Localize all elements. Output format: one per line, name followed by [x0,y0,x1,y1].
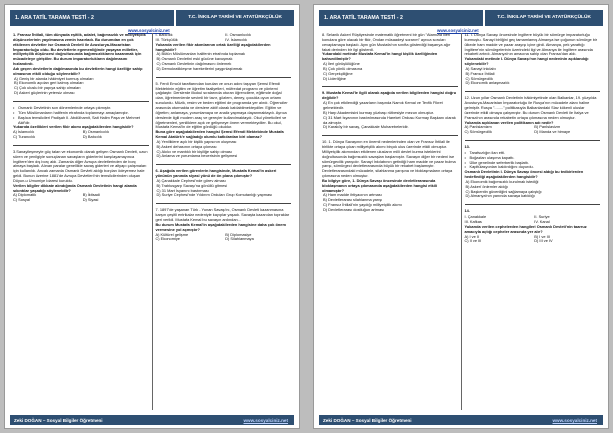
option-d: D) Silahlanmaya [225,236,254,242]
option-a: A) İleri görüşlülüğüne [323,61,360,67]
option-c: C) Ekonomiye [155,236,180,242]
question-stem: 8. Selanik Askeri Rüştiyesinde matematik öğretmeni bir gün "Atamızla illeri konulara göre olacak bir fikir, Ondan müsaadeyi sorarım" ayrıca soruları cevaplamaya başladı. Aynı gün Mustafa'nın sınıfta gösterdiği başarıya ağır fakat derinden bir ilgi gösterdi. [322,33,451,52]
option-c: C) Çok uluslu bir yapıya sahip olmaları [14,85,81,91]
option-b: B) Trablusgarp Savaşı'na gönüllü gitmesi [156,182,228,188]
question-14: 14. I. Çanakkale II. Suriye III. Kafkas IV. Kanal Yukarıda verilen cephelerden hangileri Osmanlı Devleti'nin taarruz amacıyla açtığı cepheler arasında yer alır? A) I ve II B) I ve III C) II ve III D) III ve IV [465,209,601,244]
option-b: B) Askeri dehasının ortaya çıkması [156,143,217,149]
option-b: B) Çok yönlü olmasına [323,65,363,71]
list-item: III. Kafkas [464,219,482,224]
divider [156,164,292,165]
question-prompt: Yukarıdaki metinde I. Dünya Savaşı'nın hangi nedeninin açıklandığı söylenebilir? [464,56,589,67]
question-prompt: Bu bilgiye göre, 1. Dünya Savaşı öncesinde devletlerarasında bloklaşmanın ortaya çıkmasında aşağıdakilerden hangisi etkili olmamıştır? [322,177,438,193]
column-left [319,33,461,410]
bullet-item: • Osmanlı Devletinin son dönemlerinde ortaya çıkmıştır. [13,106,149,111]
question-13: 13. • Tarafsızlığın ilan etti. • Boğazları ulaşıma kapattı. • Ülke genelinde seferberlik başlattı. • Kapitülasyonları kaldırdığını duyurdu. Osmanlı Devletinin I. Dünya Savaşı öncesi aldığı bu tedbirlerden hedeflediği aşağıdakilerden hangisidir? A) Ekonomik bağımsızlık kurulmak istediği B) Askerî önlemler aldığı C) Başkentin güvenliğini sağlamaya çalıştığı D) Almanya'nın yanında savaşa katıldığı [465,145,601,199]
divider [13,101,149,102]
list-item: IV. Kanal [534,219,550,224]
question-stem: 10. 1. Dünya Savaşının en önemli nedenlerinden olan ve Fransız İhtilali ile birlikte ortaya çıkan milliyetçilik akımı birçok ulus üzerinde etkili olmuştur. Milliyetçilik akımından etkilenen ulusların milli devlet kurma isteklerini doğrultusunda bağımsızlık savaşları başlamıştır. Savaşın diğer bir nedeni ise sömürgecilik yarışıdır. Sanayi İnkılabının getirdiği ham madde ve pazar bulma yarışı, sömürgeci devletlerarasında büyük bir rekabet başlamıştır. Devletlerarasındaki mücadele, silahlanma yarışına ve bloklaşmaların ortaya çıkmasına neden olmuştur. [322,139,456,179]
option-c: C) Gerçekçiliğine [323,70,353,76]
divider [322,135,458,136]
question-stem: 11. I. Dünya Savaşı öncesinde İngiltere büyük bir sömürge imparatorluğu kurmuştu. Sanayi birliğini geç tamamlamış Almanya ise çoğunun sömürge bir ülkede ham madde ve pazar arayışı içine girdi. Almanya, pek yarattığı İngiltere'nin sömürgelerinin üzerindeki ilgi ve Almanya ile İngiltere arasında rekabeti artırdı. Almanya'nın amacına sahip olan Fransa'dan aldı. [464,33,598,57]
divider [465,140,601,141]
question-prompt: Verilen bilgiler dikkate alındığında Osmanlı Devletinin hangi alanda sıkıntılar yaşadığı söylenebilir? [13,182,137,193]
option-c: C) 31 Mart İsyanını bastırması [156,187,209,193]
option-a: A) İslamcılık [13,129,35,135]
option-c: C) Başkentin güvenliğini sağlamaya çalıştığı [465,188,542,194]
question-prompt: Yukarıda özellikleri verilen fikir akımı aşağıdakilerden hangisidir? [13,124,134,130]
page-header [10,10,294,26]
author-credit: Zeki DOĞAN – Sosyal Bilgiler Öğretmeni [323,417,412,423]
option-d: D) Devletlerarası dostluğun artması [323,207,385,212]
option-d: D) Liderliğine [323,75,346,81]
option-d: D) Siyasi [82,197,99,203]
option-d: D) Suriye Cephesi'nde Yıldırım Orduları Grup Komutanlığı yapması [156,192,273,198]
option-a: A) Panİslamizm [464,124,492,130]
site-link[interactable]: www.sosyalciniz.net [437,27,479,33]
option-b: B) Askerî önlemler aldığı [465,183,508,189]
question-3 [13,150,149,203]
bullet-item: • Tüm Müslümanların halifenin etrafında toplanmayı amaçlamıştır. [13,111,149,116]
question-stem: 12. Uzun yıllar Osmanlı Devletinin hâkimiyetinde olan Balkanlar, 19. yüzyılda Avusturya-Macaristan İmparatorluğu ile Rusya'nın mücadele alanı haline gelmiştir. Rusya "........" politikasıyla Balkanlardaki Slav kökenli uluslar üzerinde etkili olmaya çalışmıştır. Bu durum Osmanlı Devleti ile İtalya ve Fransa'nın arasında rekabetin ortaya çıkmasına neden olmuştur. [464,95,597,120]
footer-link[interactable]: www.sosyalciniz.net [552,417,597,423]
list-item: I. Batıcılık [155,33,173,37]
option-c: C) Sömürgecilik [464,129,492,135]
option-d: D) Ekonomik anlaşmazlık [465,80,510,86]
option-b: B) İktisadi [82,192,100,198]
question-2 [13,106,149,140]
option-d: D) Anlama ve yorumlama becerisinin gelişmesi [156,153,238,159]
option-d: D) III ve IV [534,238,553,244]
list-item: II. Suriye [534,214,550,220]
worksheet-page-right [313,4,609,429]
option-b: B) Osmanlıcılık [82,129,110,135]
page-footer [319,415,603,425]
option-d: D) Demokratikleşme hareketlerini yaygınlaştırmak [156,65,243,71]
question-9 [322,91,458,130]
option-a: A) En çok etkilendiği yazarların başında Namık Kemal ve Tevfik Fikret gelmektedir. [323,100,443,110]
author-credit: Zeki DOĞAN – Sosyal Bilgiler Öğretmeni [14,417,103,423]
option-b: B) I ve III [534,233,550,239]
option-b: B) Panİslavizm [534,124,561,130]
question-5 [156,82,292,160]
option-c: C) II ve III [464,238,482,244]
divider [156,77,292,78]
option-b: B) Fransız İhtilali [465,70,495,76]
list-item: IV. İslamcılık [225,36,247,42]
question-stem: 7. 1897'de yaşanan Türk - Yunan Savaşı'nı, Osmanlı Devleti kazanmasına karşın çeşitli entrikalar nedeniyle kayıplar yaşadı. Savaşta kazanılan topraklar geri verildi. Mustafa Kemal bu savaşın ardından... [155,207,290,222]
question-stem: 1. Fransız İhtilali, tüm dünyada eşitlik, adalet, bağımsızlık ve milliyetçilik düşüncelerinin yayılmasına zemin hazırladı. Bu durumdan en çok etkilenen devletler ise Osmanlı Devleti ile Avusturya-Macaristan İmparatorluğu oldu. Bu devletlerin egemenliğinde yaşayan milletler, milliyetçilik düşüncesi doğrultusunda bağımsızlıklarını kazanmak için mücadeleye giriştiler. Bu durum imparatorlukların dağılmasını hızlandırdı. [13,33,146,67]
option-a: A) I ve II [464,233,479,239]
divider [465,91,601,92]
question-stem: 9. Mustafa Kemal'le ilgili olarak aşağıda verilen bilgilerden hangisi doğru değildir? [322,90,457,101]
question-7 [156,208,292,242]
option-c: C) Fransız İhtilali'nin yaydığı milliyetçilik akımı [323,202,402,208]
question-prompt: Adı geçen devletlerin dağılmasında bu devletlerin hangi özelliğe sahip olmasının etkili olduğu söylenebilir? [13,65,143,76]
option-c: C) Osmanlı Devletinin dağılmasını önlemek [156,61,232,67]
question-prompt: Bu durum Mustafa Kemal'in aşağıdakilerden hangisine daha çok önem vermesine yol açmıştır? [155,221,286,232]
question-prompt: Yukarıdaki metinde Mustafa Kemal'in hangi kişilik özelliğinden bahsedilmiştir? [322,51,438,62]
option-d: D) Manda ve himaye [534,129,571,135]
bullet-item: • Başlıca temsilcileri Padişah II. Abdülhamit, Sait Halim Paşa ve Mehmet Akif'dir. [13,116,149,126]
option-a: A) Kültürel gelişme [155,231,189,237]
column-right [152,33,295,410]
option-b: B) Harp Akademisini kurmay yüzbaşı rütbesiyle mezun olmuştur. [323,109,434,115]
divider [156,203,292,204]
page-header [319,10,603,26]
bullet-item: • Kapitülasyonları kaldırdığını duyurdu. [465,165,601,170]
option-c: C) Turancılık [13,134,36,140]
option-a: A) Ham madde ihtiyacının artması [323,192,382,198]
option-c: C) Sömürgecilik [465,75,493,81]
option-d: D) Batıcılık [82,134,102,140]
option-a: A) Ekonomik bağımsızlık kurulmak istediği [465,178,539,184]
question-stem: 6. Aşağıda verilen görevlerin hangisinde, Mustafa Kemal'in askeri yönünün yanında siyasi yönü de ön plana çıkmıştır? [155,168,277,179]
option-b: B) Osmanlı Devletini eski gücüne kavuşmak [156,56,233,62]
option-a: A) Sanayi inkılabı [465,65,496,71]
option-d: D) Almanya'nın yanında savaşa katıldığı [465,193,535,199]
question-11 [465,33,601,86]
list-item: III. Türkçülük [155,36,178,42]
option-c: C) Sosyal [13,197,30,203]
option-c: C) Akılcı ve mantıklı bir kişiliğe sahip olması [156,148,232,154]
divider [465,204,601,205]
question-10 [322,140,458,213]
option-a: A) Bütün Müslümanları halifenin etrafında toplamak [156,51,245,57]
site-link[interactable]: www.sosyalciniz.net [128,27,170,33]
option-a: A) Diplomatik [13,192,37,198]
question-prompt: Osmanlı Devletinin I. Dünya Savaşı öncesi aldığı bu tedbirlerden hedeflediği aşağıdakilerden hangisidir? [464,169,584,180]
worksheet-page-left [4,4,300,429]
page-footer [10,415,294,425]
bullet-item: • Tarafsızlığın ilan etti. [465,151,601,156]
question-4 [156,33,292,72]
question-12 [465,96,601,135]
subject-title: T.C. İNKILAP TARİHİ VE ATATÜRKÇÜLÜK [176,10,294,26]
question-prompt: Yukarıda açıklanan verilen politikanın adı nedir? [464,119,554,125]
column-right [461,33,604,410]
question-prompt: Buna göre aşağıdakilerden hangisi Şemsi Efendi Mektebinde Mustafa Kemal Atatürk'e sağladığı olumlu katkılardan biri olamaz? [155,129,284,140]
option-a: A) Yeniliklere açık bir kişilik yapısının oluşması [156,138,237,144]
test-title: 1. ARA TATİL TARAMA TESTİ - 2 [319,10,485,26]
column-left [10,33,152,410]
question-6 [156,169,292,198]
question-stem: 5. Ferdi Emcüt taraftarından kurulan ve onun adını taşıyan Şemsi Efendi Mektebinin eğitim ve öğretim faaliyetleri, müfredat programı ve yöntemi çağdaştır. Derslerde ilkokul sıralarında oturan öğrencilere, eğitimde doğal olan, öğretmenlerde sevimli bir tavır, gözlem, deney, çocukla oyun ortamı sunulurdu. Müzik, resim ve beden eğitimi de programda yer alırdı. Öğrenciler arasında oturmakta ve derslere aktif olarak katılabilmekteydiler. Eğitim ve öğretim; anlamaya, yorumlamaya ve analiz yapmaya dayanmaktaydı. Ayrıca derslerde ilgili modern araç ve gereçler kullanılmaktaydı. Okul yöneticileri ve öğretmenleri, yeniliklere açık ve gelişmeye önem vermekteydiler. Bu okul, Mustafa Kemal'in de eğitim gördüğü okuldur. [155,80,288,130]
option-c: C) 31 Mart İsyanının bastırılmasında Hareket Ordusu Kurmay Başkanı olarak da almıştır. [323,114,456,125]
divider [13,145,149,146]
option-a: A) Geniş bir alanda hâkimiyet kurmuş olmaları [14,75,94,81]
bullet-item: • Ülke genelinde seferberlik başlattı. [465,161,601,166]
list-item: II. Osmanlıcılık [225,33,251,37]
question-1 [13,33,149,96]
divider [322,86,458,87]
list-item: I. Çanakkale [464,214,487,220]
test-title: 1. ARA TATİL TARAMA TESTİ - 2 [10,10,176,26]
option-d: D) Askeri güçlerinin yetersiz olması [14,90,75,96]
bullet-item: • Boğazları ulaşıma kapattı. [465,156,601,161]
option-b: B) Diplomasiye [225,231,252,237]
question-stem: 3.Sanayileşmeyle güç talan ve ekonomik olarak gelişen Osmanlı Devleti, uzun süren ve yenilgiyle sonuçlanan savaşların giderlerini karşılayamayınca İngiltere'den dış borç aldı. Zamanla diğer Avrupa devletlerinden de borç almaya başladı. Alınan paralar genellikle savaş giderleri ve altyapı çalışmaları için kullanıldı. Ancak zamanla Osmanlı Devleti aldığı borçları ödeyemez hale geldi. Bunun üzerine 1881'de Avrupa Devletleri'nin temsilcilerinden oluşan Düyun-u Umumiye İdaresi kuruldu. [13,148,148,183]
option-b: B) Devletlerarası silahlanma yarışı [323,197,383,203]
option-b: B) Ekonomik açıdan geri kalmış olmaları [14,80,84,86]
question-prompt: Yukarıda verilen cephelerden hangileri Osmanlı Devleti'nin taarruz amacıyla açtığı cepheler arasında yer alır? [464,223,587,234]
question-prompt: Yukarıda verilen fikir akımlarının ortak özelliği aşağıdakilerden hangisidir? [155,41,271,52]
subject-title: T.C. İNKILAP TARİHİ VE ATATÜRKÇÜLÜK [485,10,603,26]
option-d: D) Karaköy bir savaş, Çanakkale Muharebeleridir. [323,124,409,130]
footer-link[interactable]: www.sosyalciniz.net [243,417,288,423]
question-8 [322,33,458,81]
option-a: A) Çanakkale Cephesi'nde görev alması [156,177,226,183]
